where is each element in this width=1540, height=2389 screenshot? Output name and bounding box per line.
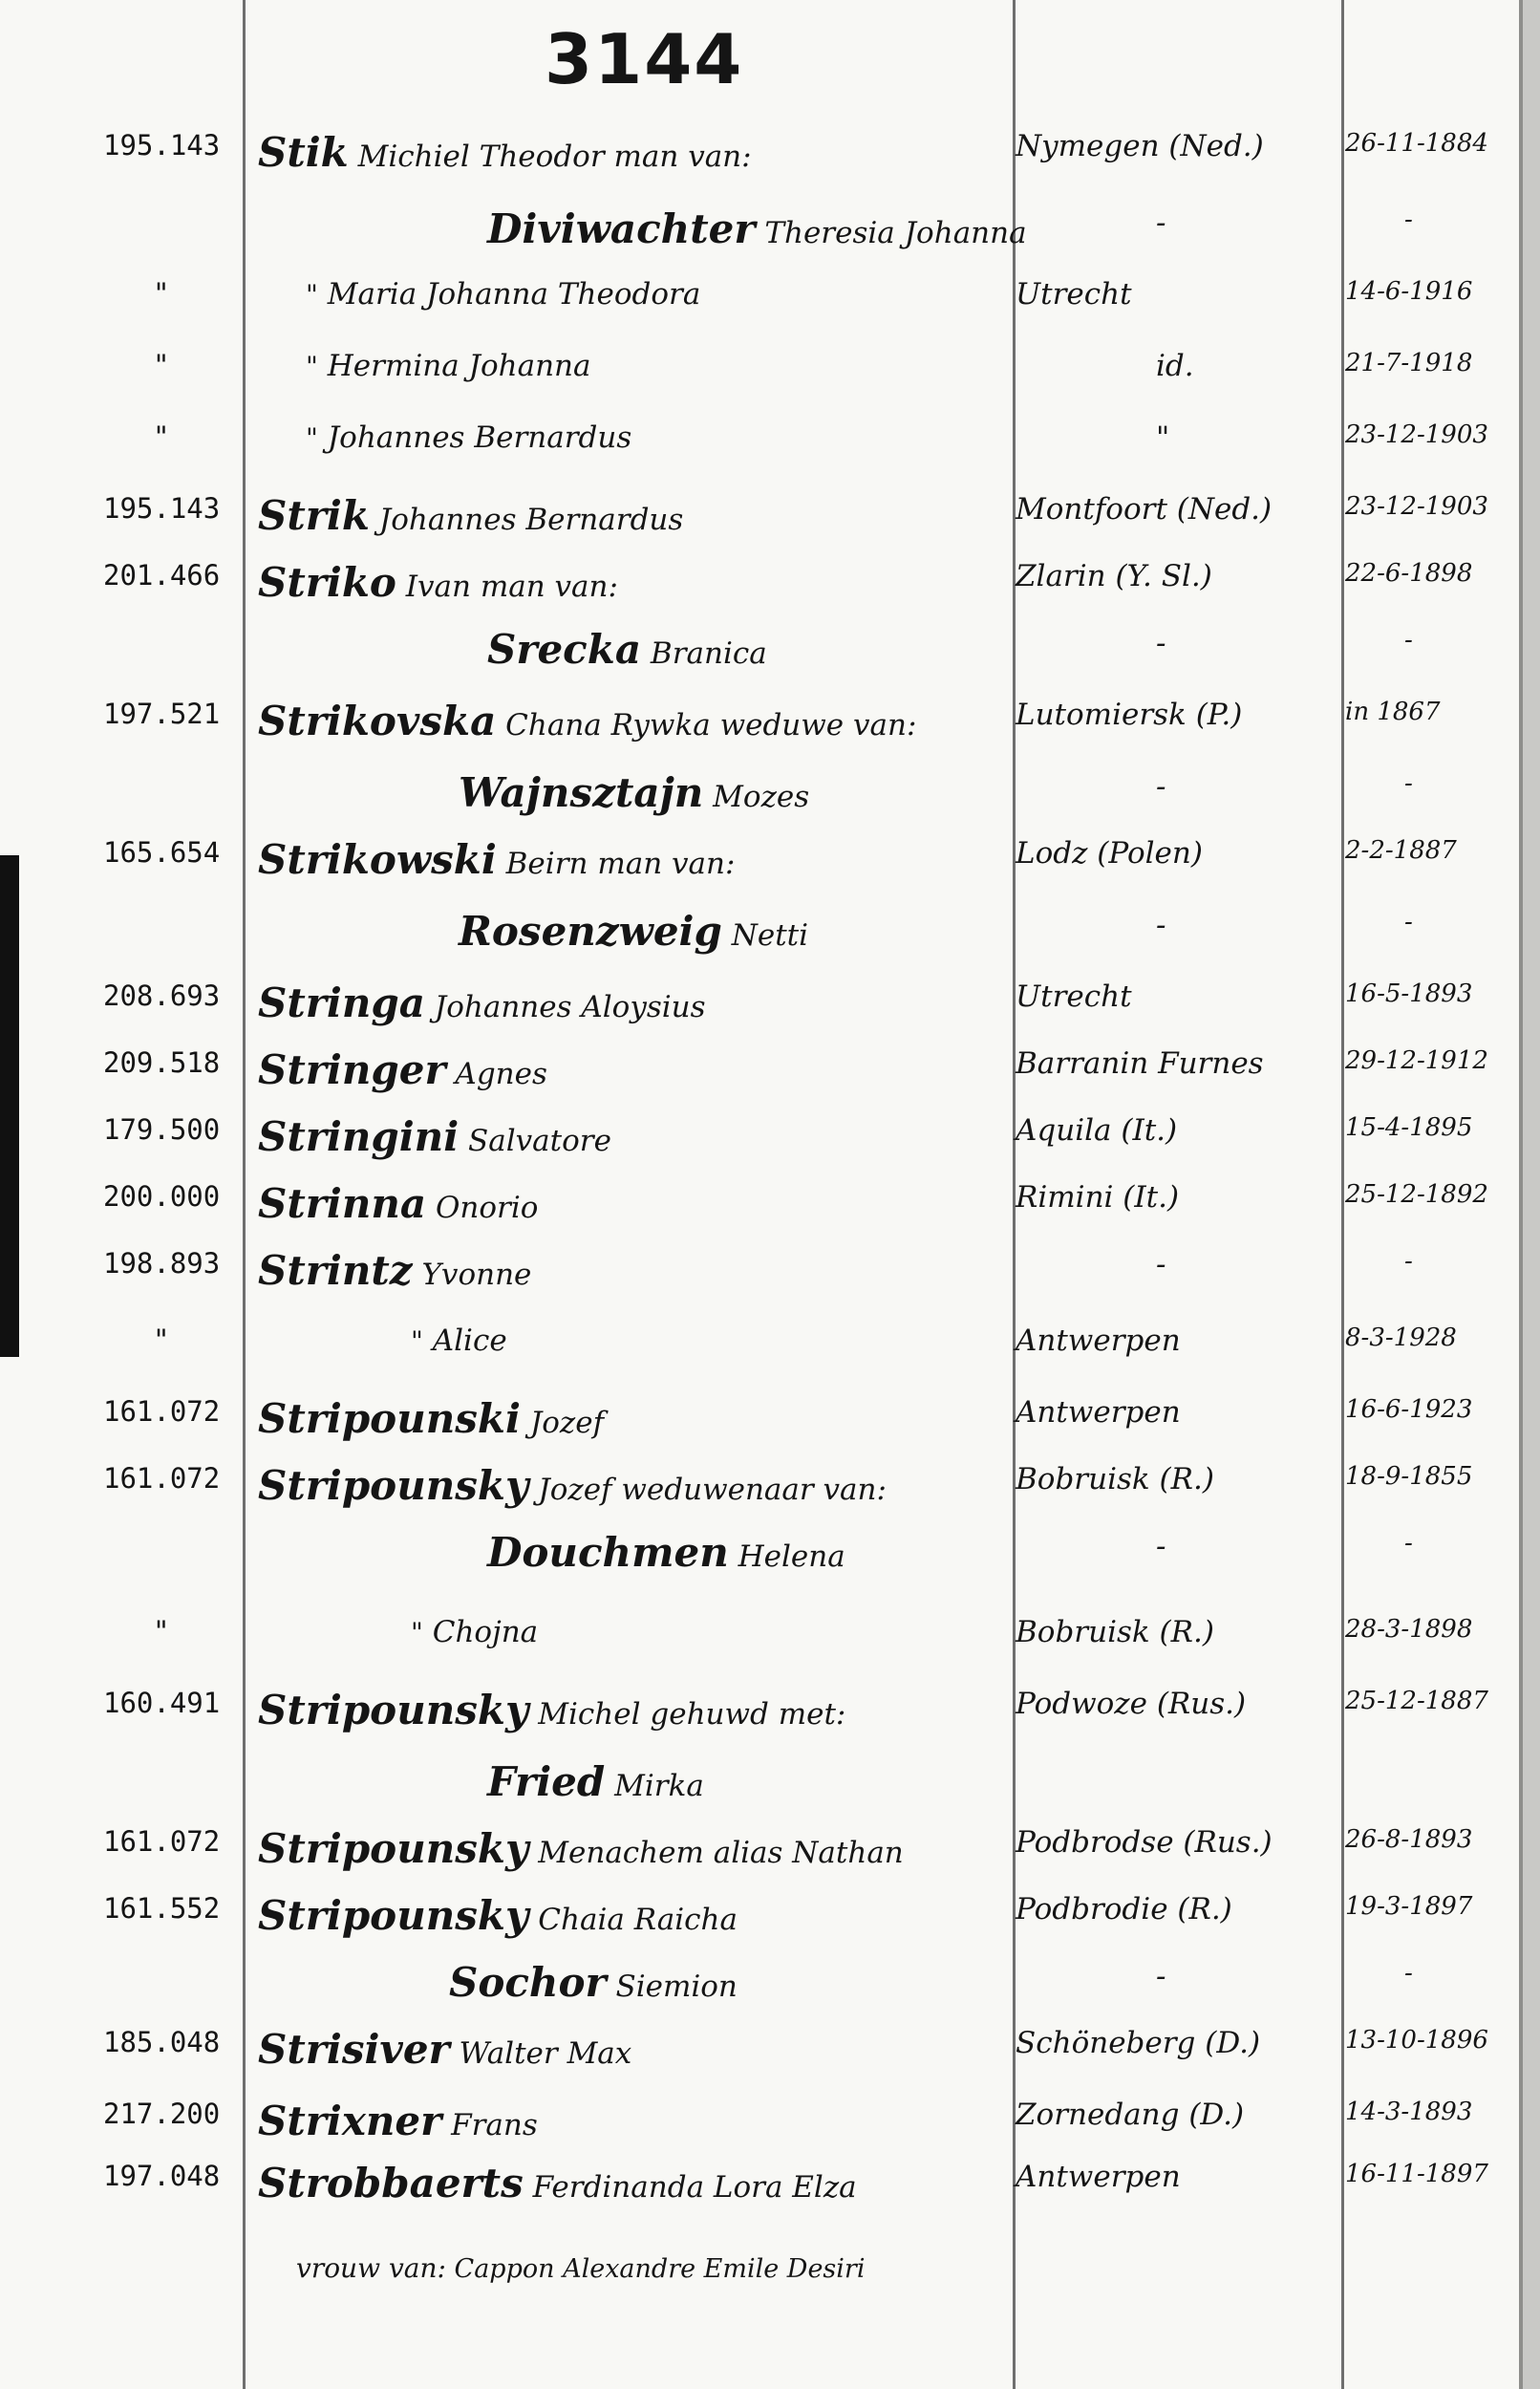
- surname: ": [306, 279, 318, 311]
- surname: Strintz: [258, 1247, 413, 1294]
- surname: Stringer: [258, 1046, 446, 1093]
- birth-date: -: [1404, 1959, 1413, 1988]
- birth-date: 15-4-1895: [1345, 1113, 1473, 1142]
- birth-place: id.: [1156, 349, 1194, 383]
- register-row: [0, 2250, 1540, 2308]
- birth-place: Utrecht: [1016, 277, 1132, 312]
- record-number: ": [153, 420, 170, 453]
- birth-date: 21-7-1918: [1345, 349, 1473, 377]
- given-names: Ferdinanda Lora Elza: [523, 2170, 857, 2205]
- birth-place: Antwerpen: [1016, 1395, 1181, 1430]
- birth-date: 16-5-1893: [1345, 979, 1473, 1008]
- surname: Wajnsztajn: [459, 769, 704, 816]
- birth-date: -: [1404, 1247, 1413, 1276]
- birth-place: -: [1156, 769, 1166, 804]
- birth-date: 2-2-1887: [1345, 836, 1457, 865]
- register-row: [0, 2160, 1540, 2217]
- record-number: 201.466: [103, 559, 221, 592]
- record-number: 185.048: [103, 2026, 221, 2058]
- register-row: [0, 1892, 1540, 1949]
- record-number: 208.693: [103, 979, 221, 1012]
- birth-date: in 1867: [1345, 698, 1441, 726]
- given-names: Siemion: [606, 1969, 738, 2004]
- person-name: [306, 349, 1051, 383]
- birth-date: 16-11-1897: [1345, 2160, 1488, 2188]
- person-name: [306, 277, 1051, 312]
- birth-date: 25-12-1887: [1345, 1687, 1488, 1715]
- person-name: [258, 2098, 1003, 2144]
- person-name: [258, 1113, 1003, 1160]
- given-names: Chana Rywka weduwe van:: [496, 708, 917, 743]
- surname: Stringini: [258, 1113, 460, 1160]
- surname: ": [306, 351, 318, 382]
- person-name: [487, 1529, 1232, 1576]
- birth-place: -: [1156, 1959, 1166, 1993]
- given-names: Walter Max: [449, 2036, 632, 2071]
- birth-place: -: [1156, 1529, 1166, 1563]
- register-row: [0, 205, 1540, 263]
- person-name: [258, 698, 1003, 744]
- person-name: [487, 1758, 1232, 1805]
- record-number: ": [153, 1615, 170, 1647]
- birth-date: -: [1404, 205, 1413, 234]
- register-row: [0, 1959, 1540, 2016]
- person-name: [258, 1462, 1003, 1509]
- birth-date: 13-10-1896: [1345, 2026, 1488, 2055]
- person-name: [258, 559, 1003, 606]
- given-names: Johannes Bernardus: [317, 420, 632, 455]
- register-row: [0, 1324, 1540, 1381]
- surname: Stripounsky: [258, 1892, 529, 1939]
- birth-place: -: [1156, 908, 1166, 942]
- given-names: Johannes Aloysius: [424, 990, 706, 1024]
- surname: Striko: [258, 559, 396, 606]
- register-row: [0, 1615, 1540, 1672]
- record-number: 209.518: [103, 1046, 221, 1079]
- register-row: [0, 1395, 1540, 1453]
- person-name: [306, 420, 1051, 455]
- person-name: [258, 129, 1003, 176]
- surname: Stripounsky: [258, 1462, 529, 1509]
- record-number: ": [153, 277, 170, 310]
- given-names: Ivan man van:: [396, 570, 618, 604]
- birth-date: 23-12-1903: [1345, 492, 1488, 521]
- register-row: [0, 979, 1540, 1037]
- surname: Strixner: [258, 2098, 442, 2144]
- birth-place: Bobruisk (R.): [1016, 1462, 1214, 1496]
- surname: Srecka: [487, 626, 642, 673]
- birth-date: 29-12-1912: [1345, 1046, 1488, 1075]
- register-row: [0, 129, 1540, 186]
- given-names: Salvatore: [459, 1124, 611, 1158]
- register-row: [0, 626, 1540, 683]
- register-row: [0, 1046, 1540, 1104]
- person-name: [296, 2250, 1041, 2285]
- page-number: 3144: [545, 19, 744, 99]
- birth-date: 22-6-1898: [1345, 559, 1473, 588]
- given-names: Mirka: [605, 1769, 704, 1803]
- surname: Douchmen: [487, 1529, 729, 1576]
- person-name: [487, 626, 1232, 673]
- person-name: [258, 2160, 1003, 2206]
- birth-date: -: [1404, 1529, 1413, 1558]
- birth-date: 19-3-1897: [1345, 1892, 1473, 1921]
- person-name: [258, 836, 1003, 883]
- register-row: [0, 908, 1540, 965]
- birth-place: Montfoort (Ned.): [1016, 492, 1273, 527]
- surname: vrouw van:: [296, 2252, 446, 2284]
- register-row: [0, 836, 1540, 893]
- birth-place: Lutomiersk (P.): [1016, 698, 1243, 732]
- record-number: 161.072: [103, 1825, 221, 1858]
- birth-place: ": [1156, 420, 1170, 455]
- birth-place: Zlarin (Y. Sl.): [1016, 559, 1212, 593]
- register-row: [0, 420, 1540, 478]
- birth-place: -: [1156, 1247, 1166, 1281]
- register-row: [0, 1462, 1540, 1519]
- register-row: [0, 1758, 1540, 1816]
- given-names: Menachem alias Nathan: [528, 1836, 904, 1870]
- birth-date: 26-11-1884: [1345, 129, 1488, 158]
- given-names: Michiel Theodor man van:: [348, 140, 752, 174]
- record-number: 160.491: [103, 1687, 221, 1719]
- birth-place: Nymegen (Ned.): [1016, 129, 1264, 163]
- surname: Fried: [487, 1758, 606, 1805]
- birth-place: Barranin Furnes: [1016, 1046, 1264, 1081]
- record-number: 197.048: [103, 2160, 221, 2192]
- record-number: 179.500: [103, 1113, 221, 1146]
- person-name: [258, 1180, 1003, 1227]
- surname: Diviwachter: [487, 205, 756, 252]
- given-names: Chaia Raicha: [528, 1903, 738, 1937]
- register-row: [0, 2098, 1540, 2155]
- given-names: Alice: [422, 1324, 507, 1358]
- given-names: Agnes: [445, 1057, 547, 1091]
- register-row: [0, 1180, 1540, 1238]
- birth-date: -: [1404, 908, 1413, 936]
- birth-place: Zornedang (D.): [1016, 2098, 1245, 2132]
- person-name: [449, 1959, 1194, 2006]
- birth-place: Utrecht: [1016, 979, 1132, 1014]
- given-names: Hermina Johanna: [317, 349, 591, 383]
- person-name: [459, 769, 1204, 816]
- register-row: [0, 769, 1540, 827]
- register-row: [0, 277, 1540, 334]
- birth-place: Bobruisk (R.): [1016, 1615, 1214, 1649]
- birth-place: Podbrodse (Rus.): [1016, 1825, 1273, 1860]
- surname: Stripounsky: [258, 1687, 529, 1733]
- person-name: [258, 1046, 1003, 1093]
- given-names: Jozef: [520, 1406, 605, 1440]
- record-number: ": [153, 1324, 170, 1356]
- record-number: 161.072: [103, 1462, 221, 1495]
- record-number: 198.893: [103, 1247, 221, 1280]
- register-row: [0, 349, 1540, 406]
- given-names: Yvonne: [412, 1258, 532, 1292]
- given-names: Beirn man van:: [496, 847, 736, 881]
- surname: Stringa: [258, 979, 425, 1026]
- surname: Stripounski: [258, 1395, 521, 1442]
- person-name: [258, 979, 1003, 1026]
- record-number: 197.521: [103, 698, 221, 730]
- given-names: Michel gehuwd met:: [528, 1697, 846, 1732]
- birth-place: Lodz (Polen): [1016, 836, 1203, 871]
- birth-place: Antwerpen: [1016, 2160, 1181, 2194]
- surname: Strobbaerts: [258, 2160, 524, 2206]
- surname: Rosenzweig: [459, 908, 722, 955]
- given-names: Theresia Johanna: [755, 216, 1027, 250]
- person-name: [258, 1247, 1003, 1294]
- register-row: [0, 492, 1540, 549]
- birth-date: -: [1404, 769, 1413, 798]
- birth-date: 26-8-1893: [1345, 1825, 1473, 1854]
- birth-place: Antwerpen: [1016, 1324, 1181, 1358]
- birth-place: Rimini (It.): [1016, 1180, 1180, 1215]
- birth-date: 16-6-1923: [1345, 1395, 1473, 1424]
- birth-date: 14-3-1893: [1345, 2098, 1473, 2126]
- person-name: [258, 1395, 1003, 1442]
- birth-date: 28-3-1898: [1345, 1615, 1473, 1644]
- given-names: Jozef weduwenaar van:: [528, 1473, 887, 1507]
- person-name: [459, 908, 1204, 955]
- given-names: Onorio: [426, 1191, 539, 1225]
- surname: Strisiver: [258, 2026, 450, 2073]
- record-number: 195.143: [103, 492, 221, 525]
- given-names: Maria Johanna Theodora: [317, 277, 701, 312]
- person-name: [258, 1892, 1003, 1939]
- birth-date: 23-12-1903: [1345, 420, 1488, 449]
- given-names: Helena: [728, 1539, 845, 1574]
- surname: Strikovska: [258, 698, 497, 744]
- surname: Sochor: [449, 1959, 607, 2006]
- surname: ": [411, 1325, 423, 1357]
- register-row: [0, 559, 1540, 616]
- record-number: 195.143: [103, 129, 221, 161]
- register-row: [0, 2026, 1540, 2083]
- birth-place: -: [1156, 626, 1166, 660]
- birth-place: -: [1156, 205, 1166, 240]
- given-names: Chojna: [422, 1615, 539, 1649]
- person-name: [487, 205, 1232, 252]
- surname: Strikowski: [258, 836, 497, 883]
- given-names: Branica: [641, 636, 767, 671]
- birth-place: Aquila (It.): [1016, 1113, 1178, 1148]
- register-row: [0, 1247, 1540, 1304]
- record-number: ": [153, 349, 170, 381]
- register-row: [0, 1687, 1540, 1744]
- person-name: [258, 2026, 1003, 2073]
- given-names: Johannes Bernardus: [369, 503, 684, 537]
- person-name: [258, 1825, 1003, 1872]
- record-number: 200.000: [103, 1180, 221, 1213]
- record-number: 161.072: [103, 1395, 221, 1428]
- birth-date: 8-3-1928: [1345, 1324, 1457, 1352]
- birth-place: Podbrodie (R.): [1016, 1892, 1232, 1926]
- given-names: Netti: [721, 918, 809, 953]
- birth-date: 14-6-1916: [1345, 277, 1473, 306]
- birth-date: 18-9-1855: [1345, 1462, 1473, 1491]
- surname: ": [411, 1617, 423, 1648]
- record-number: 161.552: [103, 1892, 221, 1925]
- surname: Strinna: [258, 1180, 427, 1227]
- given-names: Cappon Alexandre Emile Desiri: [445, 2254, 866, 2284]
- given-names: Mozes: [703, 780, 810, 814]
- record-number: 217.200: [103, 2098, 221, 2130]
- birth-place: Podwoze (Rus.): [1016, 1687, 1247, 1721]
- surname: Strik: [258, 492, 370, 539]
- register-row: [0, 698, 1540, 755]
- person-name: [258, 492, 1003, 539]
- surname: Stik: [258, 129, 349, 176]
- register-row: [0, 1825, 1540, 1883]
- surname: ": [306, 422, 318, 454]
- person-name: [258, 1687, 1003, 1733]
- birth-date: 25-12-1892: [1345, 1180, 1488, 1209]
- surname: Stripounsky: [258, 1825, 529, 1872]
- birth-place: Schöneberg (D.): [1016, 2026, 1261, 2060]
- record-number: 165.654: [103, 836, 221, 869]
- given-names: Frans: [441, 2108, 538, 2142]
- register-row: [0, 1529, 1540, 1586]
- birth-date: -: [1404, 626, 1413, 655]
- register-row: [0, 1113, 1540, 1171]
